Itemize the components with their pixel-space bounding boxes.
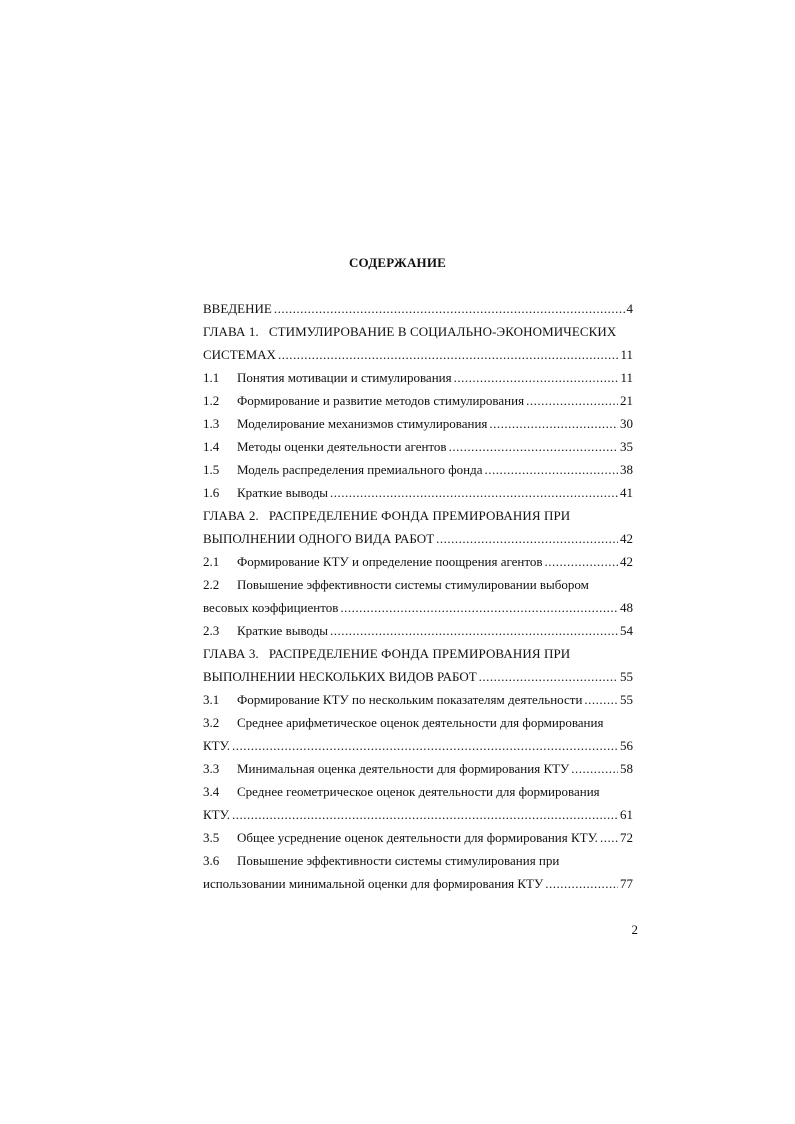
dot-leader (278, 343, 619, 366)
dot-leader (340, 596, 618, 619)
toc-section-2-1[interactable] (203, 550, 633, 573)
toc-section-1-5[interactable] (203, 458, 633, 481)
toc-entry-page: 41 (620, 485, 633, 500)
toc-section-text: Повышение эффективности системы стимулировании выбором (237, 577, 589, 592)
toc-chapter-1-continuation[interactable] (203, 343, 633, 366)
toc-section-number: 1.4 (203, 439, 220, 454)
toc-section-3-2-continuation[interactable] (203, 734, 633, 757)
toc-entry-page: 61 (620, 807, 633, 822)
toc-section-3-2[interactable] (203, 711, 633, 734)
toc-entry-page: 55 (620, 692, 633, 707)
dot-leader (484, 458, 618, 481)
toc-section-text: Краткие выводы (237, 485, 328, 500)
toc-section-number: 1.5 (203, 462, 220, 477)
toc-chapter-3-heading[interactable] (203, 642, 633, 665)
toc-section-number: 1.2 (203, 393, 220, 408)
toc-chapter-text: СИСТЕМАХ (203, 347, 276, 362)
dot-leader (449, 435, 618, 458)
dot-leader (479, 665, 618, 688)
toc-chapter-3-continuation[interactable] (203, 665, 633, 688)
toc-chapter-text: ГЛАВА 3. РАСПРЕДЕЛЕНИЕ ФОНДА ПРЕМИРОВАНИЯ ПРИ (203, 646, 571, 661)
toc-section-text: Формирование КТУ по нескольким показателям деятельности (237, 692, 583, 707)
toc-section-text: Общее усреднение оценок деятельности для формирования КТУ. (237, 830, 598, 845)
toc-section-3-6[interactable] (203, 849, 633, 872)
toc-section-number: 1.3 (203, 416, 220, 431)
toc-entry-page: 42 (620, 554, 633, 569)
toc-section-text: КТУ. (203, 807, 230, 822)
toc-section-text: Повышение эффективности системы стимулирования при (237, 853, 560, 868)
toc-chapter-2-continuation[interactable] (203, 527, 633, 550)
dot-leader (584, 688, 618, 711)
toc-chapter-text: ВЫПОЛНЕНИИ ОДНОГО ВИДА РАБОТ (203, 531, 435, 546)
toc-entry-page: 48 (620, 600, 633, 615)
toc-section-text: Методы оценки деятельности агентов (237, 439, 447, 454)
toc-section-number: 3.6 (203, 853, 220, 868)
toc-chapter-1-heading[interactable] (203, 320, 633, 343)
dot-leader (232, 803, 618, 826)
toc-entry-page: 72 (620, 830, 633, 845)
toc-entry-page: 35 (620, 439, 633, 454)
toc-section-text: весовых коэффициентов (203, 600, 339, 615)
dot-leader (545, 872, 618, 895)
toc-entry-page: 58 (620, 761, 633, 776)
dot-leader (454, 366, 619, 389)
toc-section-text: Формирование КТУ и определение поощрения агентов (237, 554, 543, 569)
toc-section-3-5[interactable] (203, 826, 633, 849)
toc-section-text: Минимальная оценка деятельности для формирования КТУ (237, 761, 570, 776)
toc-section-3-3[interactable] (203, 757, 633, 780)
dot-leader (436, 527, 618, 550)
toc-entry-page: 11 (620, 370, 633, 385)
toc-entry-page: 55 (620, 669, 633, 684)
toc-section-2-2[interactable] (203, 573, 633, 596)
toc-entry-page: 4 (626, 301, 633, 316)
dot-leader (232, 734, 618, 757)
toc-entry-intro[interactable] (203, 297, 633, 320)
toc-section-text: Среднее геометрическое оценок деятельности для формирования (237, 784, 600, 799)
toc-section-2-3[interactable] (203, 619, 633, 642)
toc-section-text: Понятия мотивации и стимулирования (237, 370, 452, 385)
toc-section-text: Модель распределения премиального фонда (237, 462, 483, 477)
toc-entry-page: 21 (620, 393, 633, 408)
toc-section-text: КТУ. (203, 738, 230, 753)
toc-section-1-6[interactable] (203, 481, 633, 504)
dot-leader (274, 297, 625, 320)
toc-section-2-2-continuation[interactable] (203, 596, 633, 619)
toc-section-text: Среднее арифметическое оценок деятельности для формирования (237, 715, 604, 730)
toc-chapter-text: ВЫПОЛНЕНИИ НЕСКОЛЬКИХ ВИДОВ РАБОТ (203, 669, 477, 684)
toc-section-number: 1.1 (203, 370, 220, 385)
toc-section-text: Формирование и развитие методов стимулирования (237, 393, 525, 408)
toc-section-3-1[interactable] (203, 688, 633, 711)
dot-leader (330, 481, 618, 504)
toc-entry-page: 42 (620, 531, 633, 546)
toc-section-3-6-continuation[interactable] (203, 872, 633, 895)
toc-section-number: 2.2 (203, 577, 220, 592)
toc-section-number: 3.3 (203, 761, 220, 776)
toc-section-1-4[interactable] (203, 435, 633, 458)
toc-section-number: 3.5 (203, 830, 220, 845)
toc-section-1-2[interactable] (203, 389, 633, 412)
toc-section-1-3[interactable] (203, 412, 633, 435)
toc-section-number: 1.6 (203, 485, 220, 500)
toc-section-text: Краткие выводы (237, 623, 328, 638)
toc-entry-page: 54 (620, 623, 633, 638)
toc-entry-page: 38 (620, 462, 633, 477)
toc-chapter-text: ГЛАВА 1. СТИМУЛИРОВАНИЕ В СОЦИАЛЬНО-ЭКОНОМИЧЕСКИХ (203, 324, 617, 339)
dot-leader (330, 619, 618, 642)
toc-chapter-text: ГЛАВА 2. РАСПРЕДЕЛЕНИЕ ФОНДА ПРЕМИРОВАНИЯ ПРИ (203, 508, 571, 523)
toc-chapter-2-heading[interactable] (203, 504, 633, 527)
toc-section-number: 2.1 (203, 554, 220, 569)
page-title: СОДЕРЖАНИЕ (348, 255, 447, 270)
dot-leader (600, 826, 618, 849)
toc-section-text: Моделирование механизмов стимулирования (237, 416, 488, 431)
toc-entry-page: 77 (620, 876, 633, 891)
toc-entry-page: 30 (620, 416, 633, 431)
toc-entry-text: ВВЕДЕНИЕ (203, 301, 272, 316)
toc-section-number: 3.4 (203, 784, 220, 799)
toc-section-3-4-continuation[interactable] (203, 803, 633, 826)
dot-leader (489, 412, 618, 435)
toc-section-number: 2.3 (203, 623, 220, 638)
toc-section-text: использовании минимальной оценки для формирования КТУ (203, 876, 544, 891)
toc-section-number: 3.1 (203, 692, 220, 707)
page-number: 2 (631, 922, 638, 937)
dot-leader (526, 389, 618, 412)
table-of-contents (203, 297, 633, 895)
toc-section-number: 3.2 (203, 715, 220, 730)
toc-section-3-4[interactable] (203, 780, 633, 803)
toc-entry-page: 11 (620, 347, 633, 362)
toc-section-1-1[interactable] (203, 366, 633, 389)
toc-entry-page: 56 (620, 738, 633, 753)
dot-leader (545, 550, 618, 573)
dot-leader (571, 757, 618, 780)
